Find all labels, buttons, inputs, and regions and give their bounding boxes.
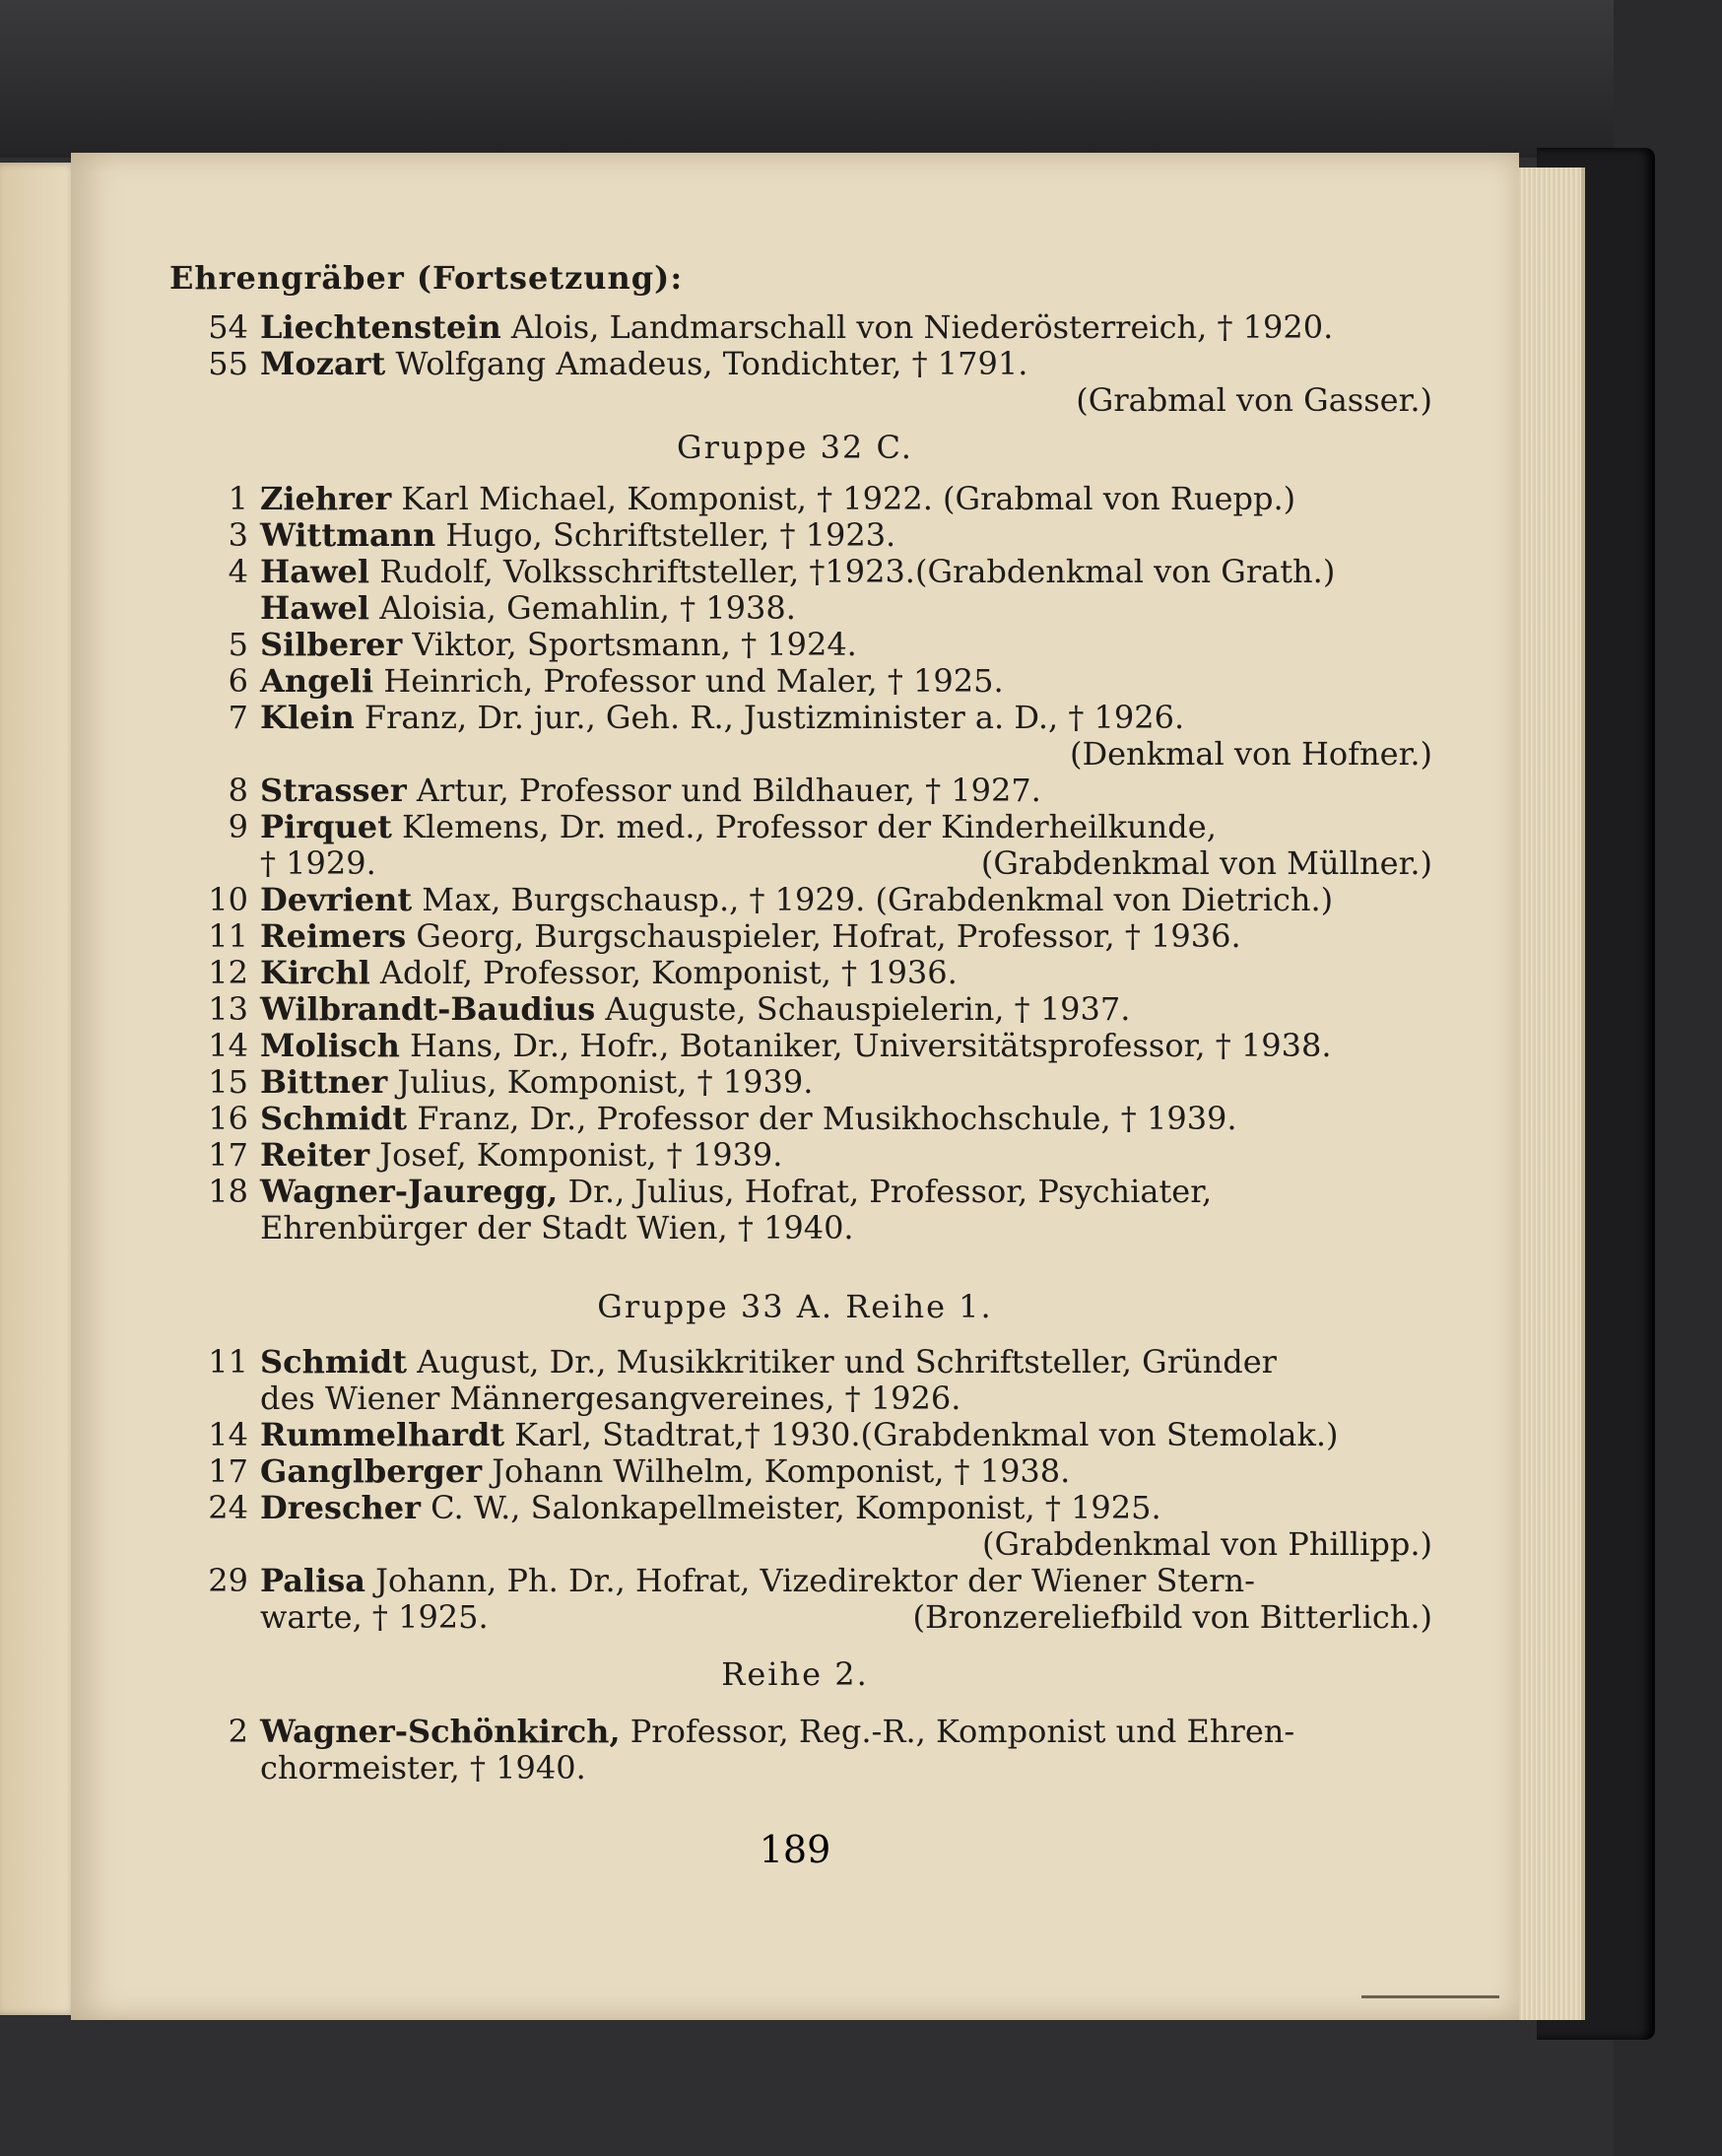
entry-text: Franz, Dr. jur., Geh. R., Justizminister a. D., † 1926.: [364, 699, 1185, 736]
entry-name: Hawel: [260, 589, 370, 627]
entry-body: [260, 1136, 782, 1174]
entry-text: chormeister, † 1940.: [260, 1749, 586, 1786]
entry-number: 29: [208, 1562, 248, 1599]
entry-text: Karl Michael, Komponist, † 1922. (Grabmal von Ruepp.): [401, 480, 1296, 517]
monument-note: (Grabmal von Gasser.): [1076, 381, 1432, 419]
entry-text: Auguste, Schauspielerin, † 1937.: [605, 990, 1131, 1028]
entry-name: Wagner-Schönkirch,: [260, 1713, 621, 1750]
monument-note: (Grabdenkmal von Müllner.): [980, 844, 1432, 882]
entry-body: [260, 516, 895, 554]
entry-name: Mozart: [260, 345, 386, 382]
entry-number: 16: [208, 1100, 248, 1137]
entry-number: 8: [228, 772, 248, 809]
entry-body: [260, 808, 1217, 845]
entry-name: Pirquet: [260, 808, 392, 845]
entry-body: [260, 308, 1333, 346]
entry-number: 18: [208, 1173, 248, 1210]
entry-body: [260, 1562, 1255, 1599]
entry-number: 15: [208, 1063, 248, 1101]
entry-number: 5: [228, 626, 248, 663]
page-stack-edge: [1512, 168, 1585, 2020]
entry-body: [260, 1209, 854, 1246]
entry-text: Dr., Julius, Hofrat, Professor, Psychiater,: [567, 1173, 1213, 1210]
group-heading: Reihe 2.: [721, 1655, 869, 1693]
entry-body: [260, 1489, 1161, 1526]
entry-number: 7: [228, 699, 248, 736]
entry-number: 11: [208, 1343, 248, 1381]
entry-text: Artur, Professor und Bildhauer, † 1927.: [416, 772, 1041, 809]
entry-text: Wolfgang Amadeus, Tondichter, † 1791.: [395, 345, 1028, 382]
entry-text: Alois, Landmarschall von Niederösterreich, † 1920.: [510, 308, 1334, 346]
entry-number: 14: [208, 1416, 248, 1453]
entry-name: Ganglberger: [260, 1452, 483, 1490]
entry-name: Klein: [260, 699, 355, 736]
entry-body: [260, 1380, 960, 1417]
entry-text: Rudolf, Volksschriftsteller, †1923.(Grabdenkmal von Grath.): [379, 553, 1336, 590]
entry-body: [260, 917, 1241, 955]
entry-text: Hans, Dr., Hofr., Botaniker, Universitätsprofessor, † 1938.: [410, 1027, 1332, 1064]
book-page: [71, 153, 1519, 2020]
entry-name: Hawel: [260, 553, 370, 590]
left-page-edge: [0, 163, 77, 2015]
entry-number: 10: [208, 881, 248, 918]
entry-number: 2: [228, 1713, 248, 1750]
entry-number: 24: [208, 1489, 248, 1526]
entry-text: Adolf, Professor, Komponist, † 1936.: [379, 954, 958, 991]
entry-text: Karl, Stadtrat,† 1930.(Grabdenkmal von Stemolak.): [514, 1416, 1339, 1453]
entry-name: Reiter: [260, 1136, 370, 1174]
entry-number: 12: [208, 954, 248, 991]
entry-number: 54: [208, 308, 248, 346]
entry-body: [260, 772, 1041, 809]
entry-number: 9: [228, 808, 248, 845]
entry-body: [260, 1173, 1212, 1210]
entry-name: Wilbrandt-Baudius: [260, 990, 596, 1028]
entry-name: Liechtenstein: [260, 308, 501, 346]
entry-text: Aloisia, Gemahlin, † 1938.: [379, 589, 796, 627]
entry-text: Max, Burgschausp., † 1929. (Grabdenkmal von Dietrich.): [422, 881, 1334, 918]
entry-number: 55: [208, 345, 248, 382]
entry-number: 1: [228, 480, 248, 517]
entry-body: [260, 1063, 813, 1101]
monument-note: (Grabdenkmal von Phillipp.): [982, 1525, 1432, 1563]
entry-body: [260, 844, 376, 882]
entry-name: Ziehrer: [260, 480, 392, 517]
entry-number: 6: [228, 662, 248, 700]
entry-body: [260, 990, 1130, 1028]
entry-text: Hugo, Schriftsteller, † 1923.: [445, 516, 896, 554]
background-top: [0, 0, 1722, 158]
entry-body: [260, 1713, 1294, 1750]
entry-name: Wittmann: [260, 516, 436, 554]
entry-number: 14: [208, 1027, 248, 1064]
entry-name: Molisch: [260, 1027, 400, 1064]
entry-text: warte, † 1925.: [260, 1598, 489, 1636]
entry-number: 3: [228, 516, 248, 554]
entry-text: Viktor, Sportsmann, † 1924.: [412, 626, 857, 663]
entry-body: [260, 662, 1004, 700]
page-content: [71, 153, 1519, 2020]
group-heading: Gruppe 32 C.: [677, 429, 913, 466]
entry-text: Ehrenbürger der Stadt Wien, † 1940.: [260, 1209, 854, 1246]
entry-name: Rummelhardt: [260, 1416, 505, 1453]
entry-body: [260, 480, 1295, 517]
entry-name: Schmidt: [260, 1100, 408, 1137]
entry-body: [260, 699, 1184, 736]
entry-name: Devrient: [260, 881, 413, 918]
entry-body: [260, 589, 796, 627]
entry-body: [260, 1416, 1339, 1453]
entry-name: Silberer: [260, 626, 403, 663]
entry-body: [260, 1343, 1277, 1381]
monument-note: (Bronzereliefbild von Bitterlich.): [912, 1598, 1432, 1636]
entry-text: Klemens, Dr. med., Professor der Kinderheilkunde,: [402, 808, 1217, 845]
entry-body: [260, 954, 958, 991]
entry-text: Johann, Ph. Dr., Hofrat, Vizedirektor der Wiener Stern-: [375, 1562, 1255, 1599]
entry-text: Georg, Burgschauspieler, Hofrat, Professor, † 1936.: [416, 917, 1241, 955]
entry-name: Bittner: [260, 1063, 388, 1101]
entry-body: [260, 1027, 1332, 1064]
entry-number: 13: [208, 990, 248, 1028]
entry-name: Drescher: [260, 1489, 421, 1526]
entry-name: Angeli: [260, 662, 374, 700]
entry-name: Strasser: [260, 772, 407, 809]
entry-body: [260, 1598, 489, 1636]
entry-name: Reimers: [260, 917, 407, 955]
entry-name: Schmidt: [260, 1343, 408, 1381]
entry-name: Kirchl: [260, 954, 370, 991]
page-number: 189: [759, 1828, 831, 1871]
entry-body: [260, 881, 1333, 918]
entry-body: [260, 1100, 1237, 1137]
entry-body: [260, 553, 1335, 590]
entry-text: Heinrich, Professor und Maler, † 1925.: [383, 662, 1004, 700]
entry-name: Palisa: [260, 1562, 365, 1599]
entry-name: Wagner-Jauregg,: [260, 1173, 559, 1210]
entry-text: Josef, Komponist, † 1939.: [379, 1136, 783, 1174]
section-heading: Ehrengräber (Fortsetzung):: [169, 259, 684, 297]
entry-text: des Wiener Männergesangvereines, † 1926.: [260, 1380, 961, 1417]
entry-text: Franz, Dr., Professor der Musikhochschule, † 1939.: [417, 1100, 1237, 1137]
entry-text: † 1929.: [260, 844, 376, 882]
entry-number: 4: [228, 553, 248, 590]
entry-number: 17: [208, 1136, 248, 1174]
entry-number: 11: [208, 917, 248, 955]
monument-note: (Denkmal von Hofner.): [1069, 735, 1432, 773]
entry-text: C. W., Salonkapellmeister, Komponist, † 1925.: [430, 1489, 1161, 1526]
entry-text: August, Dr., Musikkritiker und Schriftsteller, Gründer: [417, 1343, 1277, 1381]
entry-body: [260, 345, 1027, 382]
entry-text: Julius, Komponist, † 1939.: [397, 1063, 814, 1101]
entry-text: Johann Wilhelm, Komponist, † 1938.: [492, 1452, 1071, 1490]
entry-body: [260, 626, 857, 663]
entry-body: [260, 1452, 1070, 1490]
group-heading: Gruppe 33 A. Reihe 1.: [597, 1288, 993, 1325]
entry-body: [260, 1749, 586, 1786]
entry-number: 17: [208, 1452, 248, 1490]
entry-text: Professor, Reg.-R., Komponist und Ehren-: [629, 1713, 1295, 1750]
page-rule: [1361, 1995, 1499, 1998]
